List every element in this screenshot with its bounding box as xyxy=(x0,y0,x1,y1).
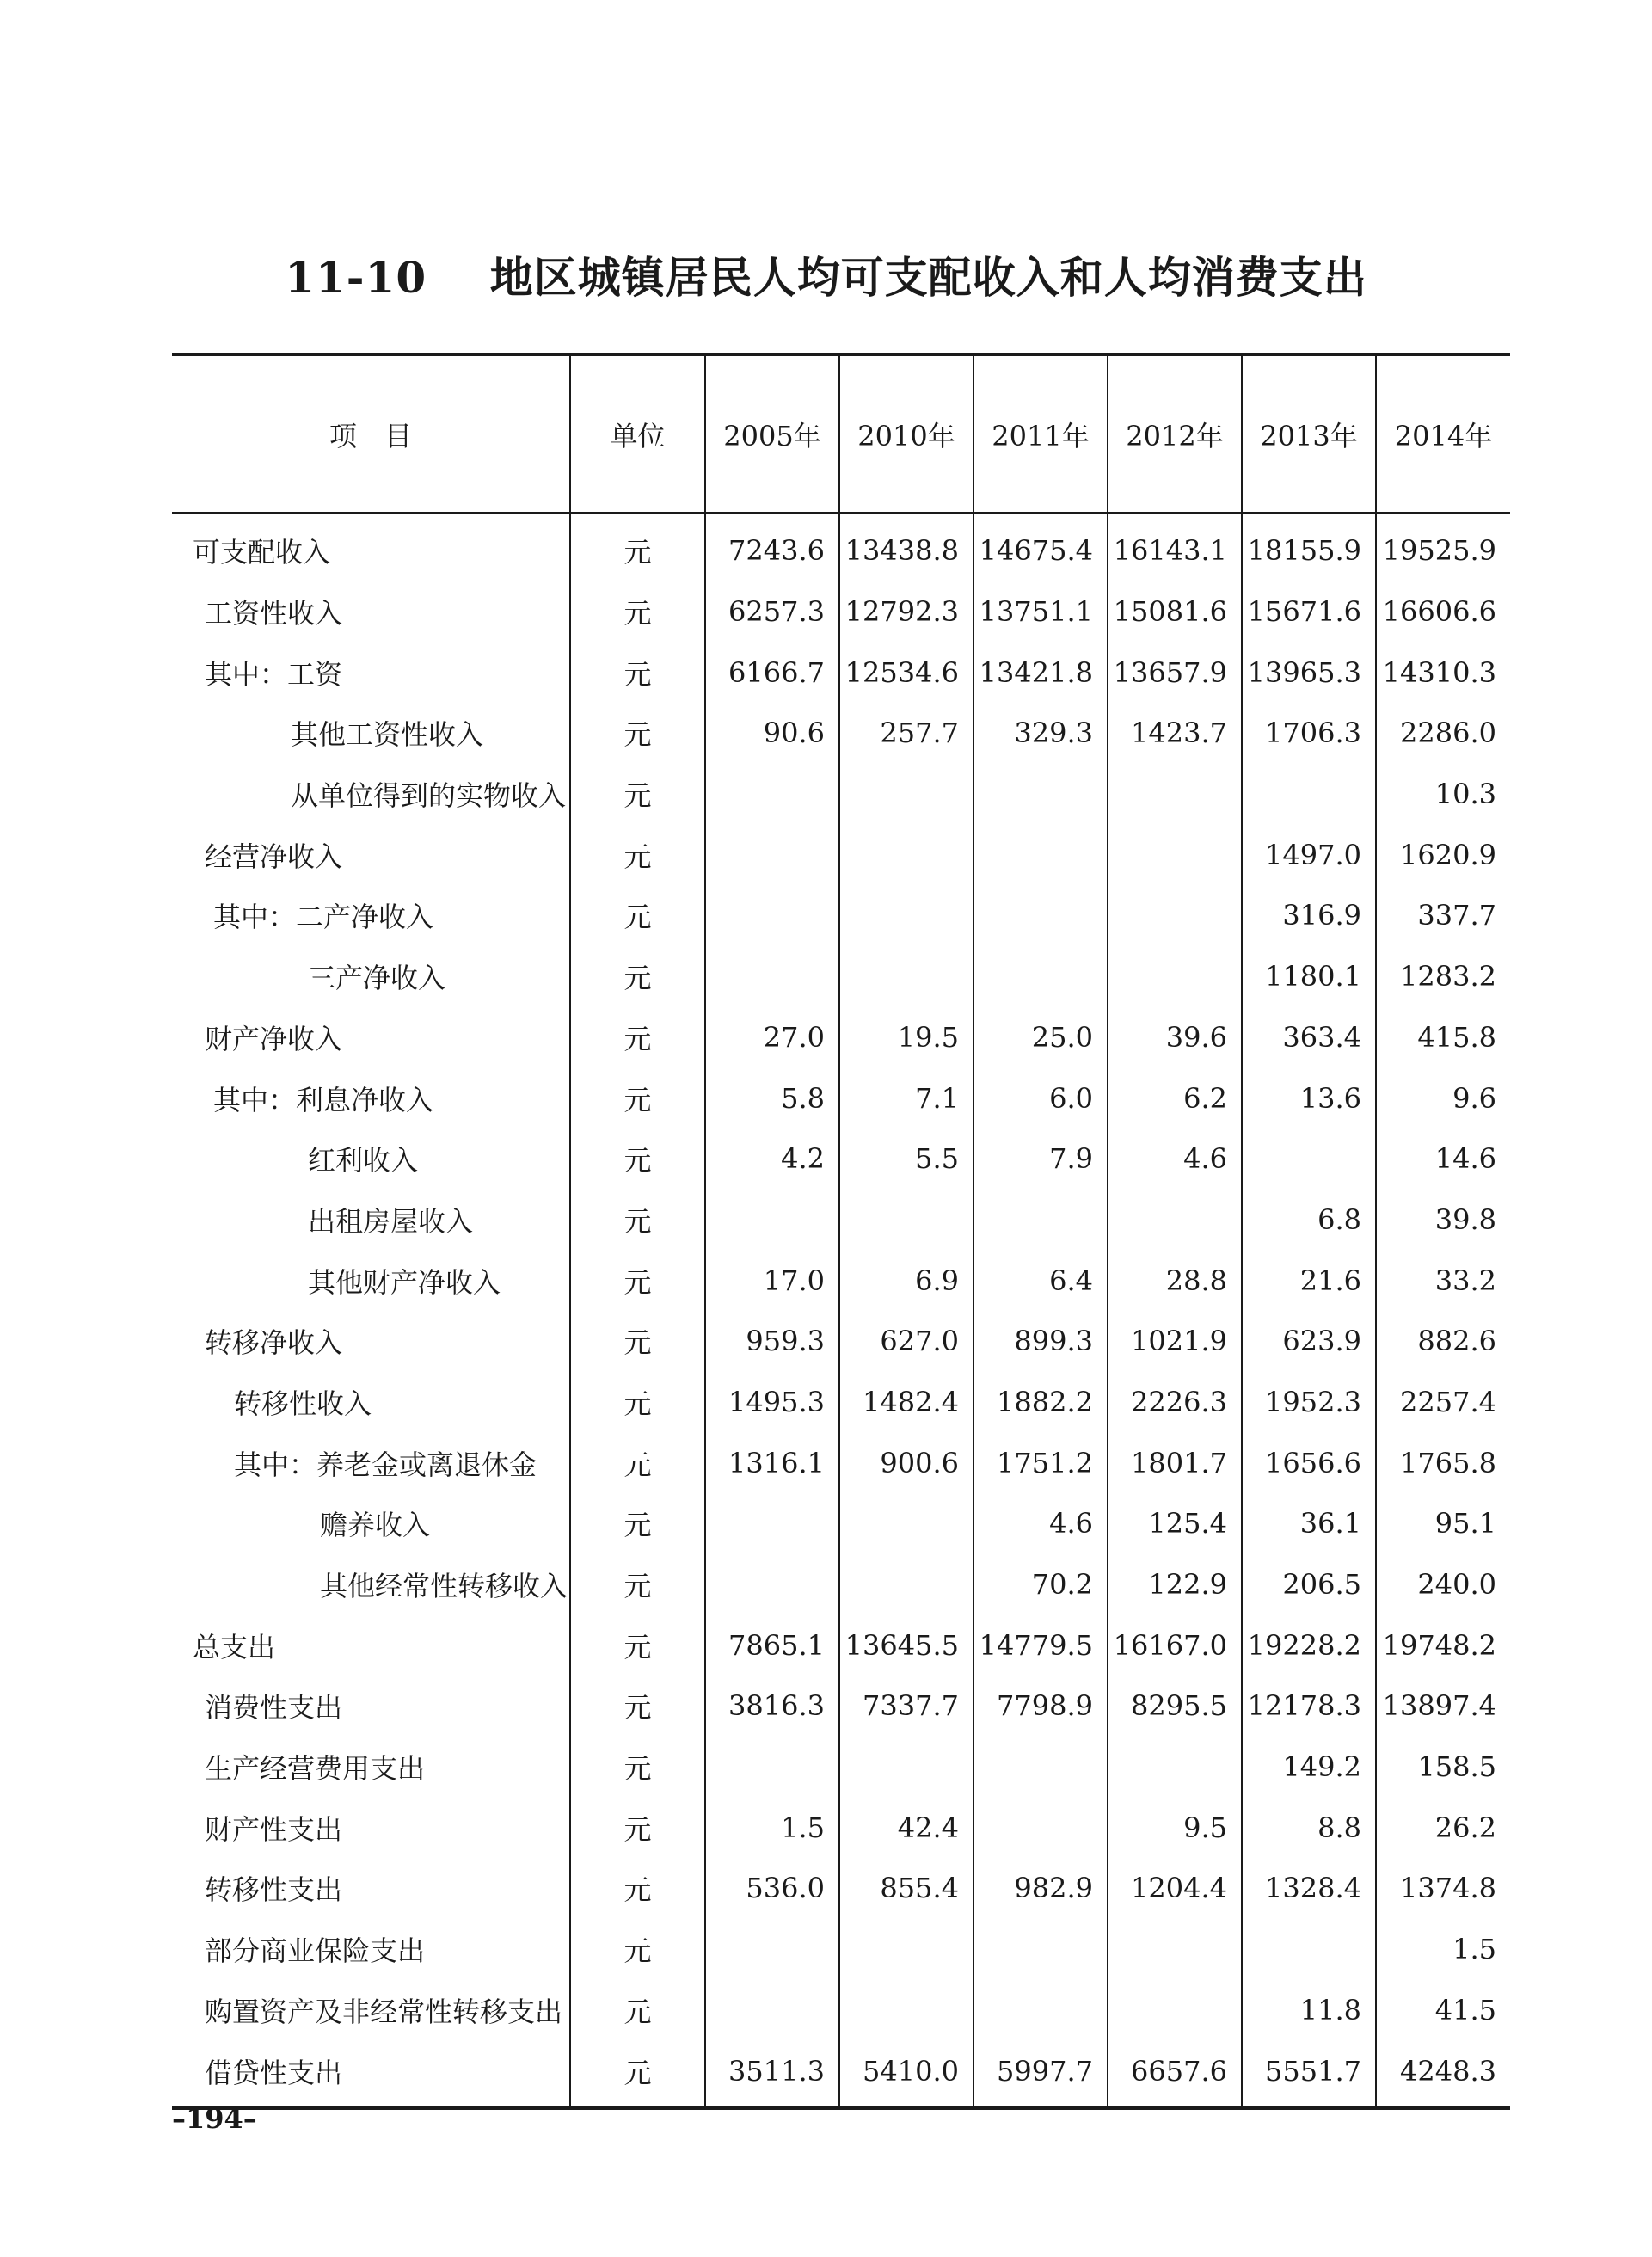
table-row xyxy=(172,1676,1510,1737)
row-value: 899.3 xyxy=(973,1311,1108,1372)
table-row xyxy=(172,703,1510,764)
row-value: 19525.9 xyxy=(1376,513,1510,581)
row-value: 70.2 xyxy=(973,1554,1108,1615)
row-label: 三产净收入 xyxy=(308,962,446,995)
row-value: 329.3 xyxy=(973,703,1108,764)
row-value xyxy=(705,1919,839,1980)
table-row xyxy=(172,513,1510,581)
table-row xyxy=(172,1372,1510,1433)
row-value: 17.0 xyxy=(705,1250,839,1311)
row-label: 总支出 xyxy=(193,1630,276,1664)
row-label: 转移净收入 xyxy=(205,1326,343,1360)
row-value: 627.0 xyxy=(839,1311,973,1372)
row-value: 14779.5 xyxy=(973,1614,1108,1676)
row-unit: 元 xyxy=(570,1190,705,1251)
row-value: 415.8 xyxy=(1376,1007,1510,1068)
row-value xyxy=(705,1190,839,1251)
row-value: 19.5 xyxy=(839,1007,973,1068)
table-row xyxy=(172,1432,1510,1493)
row-value: 1706.3 xyxy=(1242,703,1376,764)
row-value xyxy=(705,1554,839,1615)
row-label: 赡养收入 xyxy=(320,1509,431,1542)
row-label: 财产性支出 xyxy=(205,1812,343,1846)
row-value: 6257.3 xyxy=(705,581,839,643)
row-value xyxy=(839,1919,973,1980)
row-unit: 元 xyxy=(570,1919,705,1980)
row-label: 其他财产净收入 xyxy=(308,1265,501,1299)
row-value: 6.8 xyxy=(1242,1190,1376,1251)
row-label: 财产净收入 xyxy=(205,1022,343,1055)
row-value: 1882.2 xyxy=(973,1372,1108,1433)
row-value: 5997.7 xyxy=(973,2040,1108,2108)
row-value: 855.4 xyxy=(839,1858,973,1919)
row-label: 其中：二产净收入 xyxy=(213,901,434,934)
row-value: 6.2 xyxy=(1108,1067,1242,1128)
row-value: 27.0 xyxy=(705,1007,839,1068)
table-body xyxy=(172,513,1510,2108)
row-unit: 元 xyxy=(570,513,705,581)
row-value: 1952.3 xyxy=(1242,1372,1376,1433)
row-label: 可支配收入 xyxy=(193,536,331,569)
table-row xyxy=(172,824,1510,885)
row-value: 4.6 xyxy=(973,1493,1108,1554)
row-unit: 元 xyxy=(570,1311,705,1372)
data-table xyxy=(172,353,1510,2110)
page-number: –194– xyxy=(172,2102,257,2135)
row-value: 1021.9 xyxy=(1108,1311,1242,1372)
row-value: 13438.8 xyxy=(839,513,973,581)
row-unit: 元 xyxy=(570,1432,705,1493)
row-value xyxy=(973,1737,1108,1798)
row-unit: 元 xyxy=(570,764,705,825)
row-value: 149.2 xyxy=(1242,1737,1376,1798)
row-unit: 元 xyxy=(570,642,705,703)
row-value: 2286.0 xyxy=(1376,703,1510,764)
row-value: 95.1 xyxy=(1376,1493,1510,1554)
row-value: 33.2 xyxy=(1376,1250,1510,1311)
row-label: 工资性收入 xyxy=(205,597,343,630)
row-value: 19228.2 xyxy=(1242,1614,1376,1676)
row-value xyxy=(1108,885,1242,946)
row-unit: 元 xyxy=(570,1128,705,1190)
row-value xyxy=(839,1980,973,2041)
row-value: 36.1 xyxy=(1242,1493,1376,1554)
row-value: 10.3 xyxy=(1376,764,1510,825)
data-table-container xyxy=(172,353,1510,2110)
row-value: 7.9 xyxy=(973,1128,1108,1190)
row-value: 7865.1 xyxy=(705,1614,839,1676)
header-year-2011: 2011年 xyxy=(973,354,1108,513)
row-value xyxy=(839,1493,973,1554)
row-unit: 元 xyxy=(570,1067,705,1128)
row-value: 4.6 xyxy=(1108,1128,1242,1190)
row-value xyxy=(973,885,1108,946)
row-value: 1180.1 xyxy=(1242,946,1376,1007)
row-value: 206.5 xyxy=(1242,1554,1376,1615)
row-value: 7798.9 xyxy=(973,1676,1108,1737)
row-value: 16606.6 xyxy=(1376,581,1510,643)
row-value: 1283.2 xyxy=(1376,946,1510,1007)
row-value: 1423.7 xyxy=(1108,703,1242,764)
row-value xyxy=(839,1554,973,1615)
row-label: 转移性收入 xyxy=(234,1387,372,1420)
row-unit: 元 xyxy=(570,1980,705,2041)
row-value: 3816.3 xyxy=(705,1676,839,1737)
row-value: 316.9 xyxy=(1242,885,1376,946)
table-row xyxy=(172,1554,1510,1615)
row-value xyxy=(839,824,973,885)
row-value: 5551.7 xyxy=(1242,2040,1376,2108)
header-year-2012: 2012年 xyxy=(1108,354,1242,513)
row-value: 1751.2 xyxy=(973,1432,1108,1493)
row-unit: 元 xyxy=(570,581,705,643)
row-unit: 元 xyxy=(570,885,705,946)
header-year-2005: 2005年 xyxy=(705,354,839,513)
row-value: 14675.4 xyxy=(973,513,1108,581)
row-value: 12792.3 xyxy=(839,581,973,643)
row-value: 39.6 xyxy=(1108,1007,1242,1068)
row-label: 部分商业保险支出 xyxy=(205,1934,426,1968)
row-value: 1316.1 xyxy=(705,1432,839,1493)
table-header xyxy=(172,354,1510,513)
table-row xyxy=(172,885,1510,946)
row-value: 536.0 xyxy=(705,1858,839,1919)
row-value: 1801.7 xyxy=(1108,1432,1242,1493)
row-value xyxy=(705,1493,839,1554)
row-unit: 元 xyxy=(570,1250,705,1311)
row-value: 14310.3 xyxy=(1376,642,1510,703)
row-label: 转移性支出 xyxy=(205,1873,343,1907)
row-value: 6.9 xyxy=(839,1250,973,1311)
row-value: 13965.3 xyxy=(1242,642,1376,703)
table-row xyxy=(172,1007,1510,1068)
row-value: 8.8 xyxy=(1242,1797,1376,1858)
row-value: 4.2 xyxy=(705,1128,839,1190)
row-value: 7243.6 xyxy=(705,513,839,581)
table-row xyxy=(172,1919,1510,1980)
row-value: 1204.4 xyxy=(1108,1858,1242,1919)
row-value: 13657.9 xyxy=(1108,642,1242,703)
row-value: 7337.7 xyxy=(839,1676,973,1737)
table-row xyxy=(172,1737,1510,1798)
row-value: 1.5 xyxy=(705,1797,839,1858)
header-year-2013: 2013年 xyxy=(1242,354,1376,513)
row-label: 生产经营费用支出 xyxy=(205,1752,426,1786)
table-row xyxy=(172,1128,1510,1190)
header-unit: 单位 xyxy=(570,354,705,513)
row-value: 16167.0 xyxy=(1108,1614,1242,1676)
table-row xyxy=(172,1980,1510,2041)
row-value: 1328.4 xyxy=(1242,1858,1376,1919)
row-label: 消费性支出 xyxy=(205,1691,343,1725)
row-value: 13421.8 xyxy=(973,642,1108,703)
row-value xyxy=(705,1980,839,2041)
row-value: 13.6 xyxy=(1242,1067,1376,1128)
row-unit: 元 xyxy=(570,1737,705,1798)
row-value: 41.5 xyxy=(1376,1980,1510,2041)
row-value: 7.1 xyxy=(839,1067,973,1128)
row-value xyxy=(1242,1128,1376,1190)
row-value: 26.2 xyxy=(1376,1797,1510,1858)
row-value: 13751.1 xyxy=(973,581,1108,643)
row-label: 从单位得到的实物收入 xyxy=(291,779,567,813)
row-value: 39.8 xyxy=(1376,1190,1510,1251)
header-item: 项 目 xyxy=(172,354,570,513)
row-value: 1495.3 xyxy=(705,1372,839,1433)
row-unit: 元 xyxy=(570,1493,705,1554)
row-unit: 元 xyxy=(570,1614,705,1676)
row-value xyxy=(973,824,1108,885)
table-row xyxy=(172,1858,1510,1919)
row-value: 15671.6 xyxy=(1242,581,1376,643)
row-unit: 元 xyxy=(570,1372,705,1433)
row-value: 5410.0 xyxy=(839,2040,973,2108)
table-row xyxy=(172,764,1510,825)
row-value xyxy=(839,946,973,1007)
row-value: 13897.4 xyxy=(1376,1676,1510,1737)
row-value: 6.0 xyxy=(973,1067,1108,1128)
row-value xyxy=(1108,824,1242,885)
table-row xyxy=(172,1493,1510,1554)
row-value: 25.0 xyxy=(973,1007,1108,1068)
row-value xyxy=(705,1737,839,1798)
row-value: 28.8 xyxy=(1108,1250,1242,1311)
row-value: 982.9 xyxy=(973,1858,1108,1919)
row-value: 1765.8 xyxy=(1376,1432,1510,1493)
row-value: 1482.4 xyxy=(839,1372,973,1433)
row-value: 959.3 xyxy=(705,1311,839,1372)
row-label: 其中：养老金或离退休金 xyxy=(234,1448,537,1481)
row-unit: 元 xyxy=(570,1858,705,1919)
row-value: 1374.8 xyxy=(1376,1858,1510,1919)
row-unit: 元 xyxy=(570,703,705,764)
row-label: 其中：利息净收入 xyxy=(213,1083,434,1116)
row-value: 900.6 xyxy=(839,1432,973,1493)
row-value xyxy=(1108,946,1242,1007)
table-row xyxy=(172,1250,1510,1311)
row-value: 6.4 xyxy=(973,1250,1108,1311)
row-value: 11.8 xyxy=(1242,1980,1376,2041)
row-value xyxy=(839,1190,973,1251)
row-value xyxy=(1242,764,1376,825)
row-value xyxy=(839,885,973,946)
row-value xyxy=(705,946,839,1007)
row-value: 882.6 xyxy=(1376,1311,1510,1372)
table-row xyxy=(172,642,1510,703)
row-value xyxy=(973,1919,1108,1980)
row-value: 5.8 xyxy=(705,1067,839,1128)
row-value: 21.6 xyxy=(1242,1250,1376,1311)
row-value: 9.5 xyxy=(1108,1797,1242,1858)
row-unit: 元 xyxy=(570,1676,705,1737)
row-label: 借贷性支出 xyxy=(172,2040,570,2108)
table-row xyxy=(172,581,1510,643)
row-value: 4248.3 xyxy=(1376,2040,1510,2108)
row-value xyxy=(1108,1919,1242,1980)
header-year-2014: 2014年 xyxy=(1376,354,1510,513)
row-value: 1.5 xyxy=(1376,1919,1510,1980)
row-label: 其他工资性收入 xyxy=(291,718,484,752)
row-label: 购置资产及非经常性转移支出 xyxy=(205,1995,563,2028)
row-value xyxy=(705,824,839,885)
row-value: 363.4 xyxy=(1242,1007,1376,1068)
row-value xyxy=(1108,1190,1242,1251)
row-value: 12178.3 xyxy=(1242,1676,1376,1737)
row-value: 158.5 xyxy=(1376,1737,1510,1798)
table-row xyxy=(172,1614,1510,1676)
row-value: 6166.7 xyxy=(705,642,839,703)
row-unit: 元 xyxy=(570,946,705,1007)
row-value: 9.6 xyxy=(1376,1067,1510,1128)
row-label: 其中：工资 xyxy=(205,657,343,691)
row-value: 1656.6 xyxy=(1242,1432,1376,1493)
row-value: 122.9 xyxy=(1108,1554,1242,1615)
row-label: 出租房屋收入 xyxy=(308,1204,474,1238)
row-label: 经营净收入 xyxy=(205,839,343,873)
row-value: 12534.6 xyxy=(839,642,973,703)
table-row xyxy=(172,946,1510,1007)
row-value: 2257.4 xyxy=(1376,1372,1510,1433)
row-unit: 元 xyxy=(570,1554,705,1615)
row-value: 3511.3 xyxy=(705,2040,839,2108)
row-unit: 元 xyxy=(570,1797,705,1858)
row-value xyxy=(973,1980,1108,2041)
row-value xyxy=(1242,1919,1376,1980)
row-value xyxy=(973,946,1108,1007)
row-value xyxy=(705,764,839,825)
row-value xyxy=(973,1190,1108,1251)
row-value: 623.9 xyxy=(1242,1311,1376,1372)
row-value: 337.7 xyxy=(1376,885,1510,946)
row-value: 13645.5 xyxy=(839,1614,973,1676)
row-value xyxy=(839,764,973,825)
table-row xyxy=(172,1190,1510,1251)
row-value xyxy=(973,764,1108,825)
table-row xyxy=(172,2040,1510,2108)
row-unit: 元 xyxy=(570,1007,705,1068)
row-value: 2226.3 xyxy=(1108,1372,1242,1433)
row-value: 1497.0 xyxy=(1242,824,1376,885)
row-value: 125.4 xyxy=(1108,1493,1242,1554)
row-value: 257.7 xyxy=(839,703,973,764)
row-value xyxy=(973,1797,1108,1858)
row-value: 15081.6 xyxy=(1108,581,1242,643)
row-value xyxy=(1108,1980,1242,2041)
row-value: 19748.2 xyxy=(1376,1614,1510,1676)
row-value: 5.5 xyxy=(839,1128,973,1190)
row-unit: 元 xyxy=(570,2040,705,2108)
row-value: 90.6 xyxy=(705,703,839,764)
row-label: 其他经常性转移收入 xyxy=(320,1570,568,1603)
page-title: 11-10 地区城镇居民人均可支配收入和人均消费支出 xyxy=(285,252,1367,303)
row-value: 6657.6 xyxy=(1108,2040,1242,2108)
row-value xyxy=(1108,1737,1242,1798)
row-value: 16143.1 xyxy=(1108,513,1242,581)
row-value xyxy=(1108,764,1242,825)
row-value: 8295.5 xyxy=(1108,1676,1242,1737)
row-unit: 元 xyxy=(570,824,705,885)
row-value: 18155.9 xyxy=(1242,513,1376,581)
table-row xyxy=(172,1067,1510,1128)
row-value: 1620.9 xyxy=(1376,824,1510,885)
header-row xyxy=(172,354,1510,513)
row-value: 14.6 xyxy=(1376,1128,1510,1190)
row-label: 红利收入 xyxy=(308,1144,419,1178)
table-row xyxy=(172,1797,1510,1858)
table-row xyxy=(172,1311,1510,1372)
row-value: 42.4 xyxy=(839,1797,973,1858)
row-value xyxy=(705,885,839,946)
row-value xyxy=(839,1737,973,1798)
row-value: 240.0 xyxy=(1376,1554,1510,1615)
header-year-2010: 2010年 xyxy=(839,354,973,513)
